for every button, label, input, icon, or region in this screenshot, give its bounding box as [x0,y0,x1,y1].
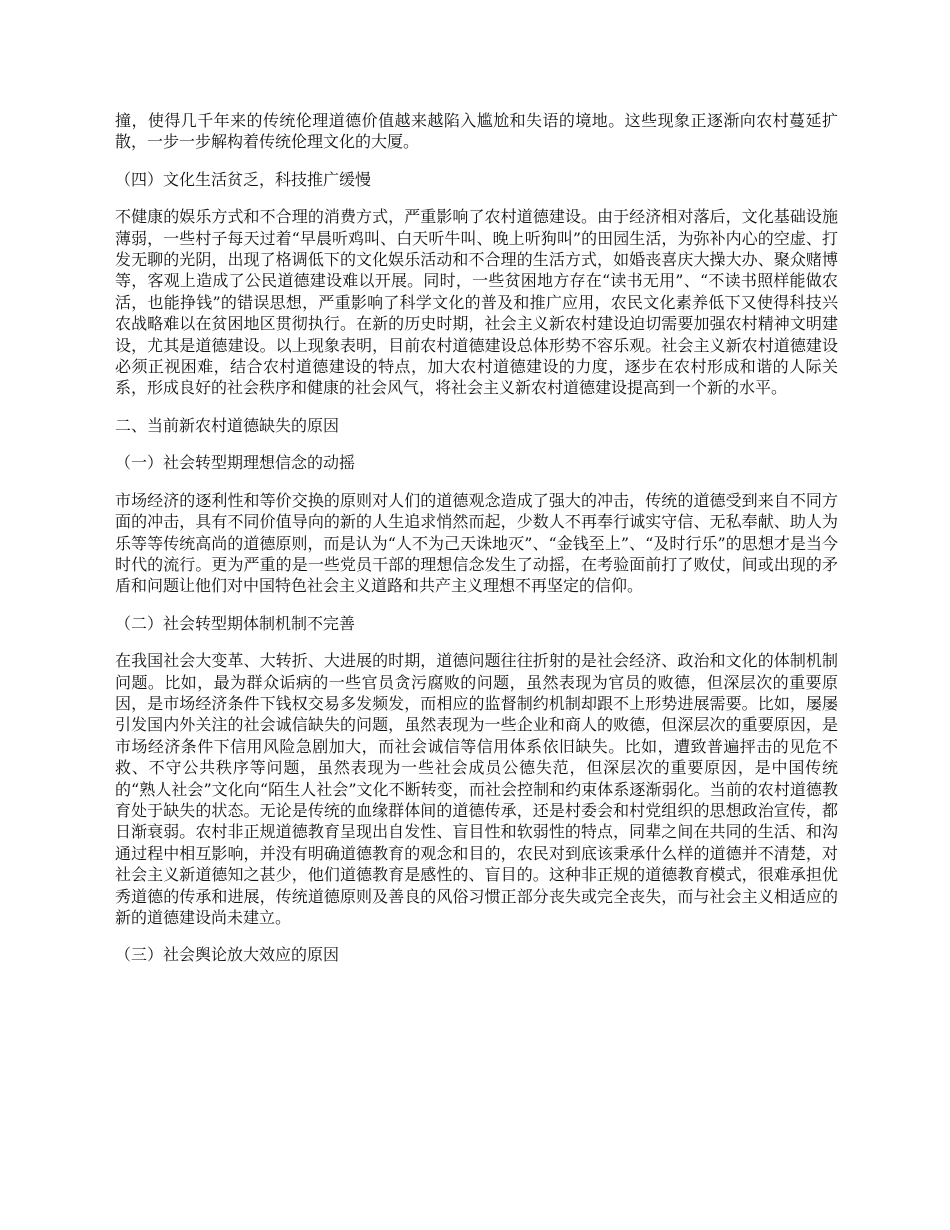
document-page [115,110,838,982]
section-heading: （四）文化生活贫乏，科技推广缓慢 [115,169,372,189]
body-paragraph: 市场经济的逐利性和等价交换的原则对人们的道德观念造成了强大的冲击，传统的道德受到来自不同方面的冲击，具有不同价值导向的新的人生追求悄然而起，少数人不再奉行诚实守信、无私奉献、助人为乐等等传统高尚的道德原则，而是认为“人不为己天诛地灭”、“金钱至上”、“及时行乐”的思想才是当今时代的流行。更为严重的是一些党员干部的理想信念发生了动摇，在考验面前打了败仗，间或出现的矛盾和问题让他们对中国特色社会主义道路和共产主义理想不再坚定的信仰。 [115,490,838,596]
body-paragraph: 在我国社会大变革、大转折、大进展的时期，道德问题往往折射的是社会经济、政治和文化的体制机制问题。比如，最为群众诟病的一些官员贪污腐败的问题，虽然表现为官员的败德，但深层次的重要原因，是市场经济条件下钱权交易多发频发，而相应的监督制约机制却跟不上形势进展需要。比如，屡屡引发国内外关注的社会诚信缺失的问题，虽然表现为一些企业和商人的败德，但深层次的重要原因，是市场经济条件下信用风险急剧加大，而社会诚信等信用体系依旧缺失。比如，遭致普遍抨击的见危不救、不守公共秩序等问题，虽然表现为一些社会成员公德失范，但深层次的重要原因，是中国传统的“熟人社会”文化向“陌生人社会”文化不断转变，而社会控制和约束体系逐渐弱化。当前的农村道德教育处于缺失的状态。无论是传统的血缘群体间的道德传承，还是村委会和村党组织的思想政治宣传，都日渐衰弱。农村非正规道德教育呈现出自发性、盲目性和软弱性的特点，同辈之间在共同的生活、和沟通过程中相互影响，并没有明确道德教育的观念和目的，农民对到底该秉承什么样的道德并不清楚，对社会主义新道德知之甚少，他们道德教育是感性的、盲目的。这种非正规的道德教育模式，很难承担优秀道德的传承和进展，传统道德原则及善良的风俗习惯正部分丧失或完全丧失，而与社会主义相适应的新的道德建设尚未建立。 [115,651,838,927]
body-paragraph: 撞，使得几千年来的传统伦理道德价值越来越陷入尴尬和失语的境地。这些现象正逐渐向农村蔓延扩散，一步一步解构着传统伦理文化的大厦。 [115,111,838,152]
body-paragraph: 不健康的娱乐方式和不合理的消费方式，严重影响了农村道德建设。由于经济相对落后，文化基础设施薄弱，一些村子每天过着“早晨听鸡叫、白天听牛叫、晚上听狗叫”的田园生活，为弥补内心的空虚、打发无聊的光阴，出现了格调低下的文化娱乐活动和不合理的生活方式，如婚丧喜庆大操大办、聚众赌博等，客观上造成了公民道德建设难以开展。同时，一些贫困地方存在“读书无用”、“不读书照样能做农活，也能挣钱”的错误思想，严重影响了科学文化的普及和推广应用，农民文化素养低下又使得科技兴农战略难以在贫困地区贯彻执行。在新的历史时期，社会主义新农村建设迫切需要加强农村精神文明建设，尤其是道德建设。以上现象表明，目前农村道德建设总体形势不容乐观。社会主义新农村道德建设必须正视困难，结合农村道德建设的特点，加大农村道德建设的力度，逐步在农村形成和谐的人际关系，形成良好的社会秩序和健康的社会风气，将社会主义新农村道德建设提高到一个新的水平。 [115,207,838,398]
section-heading: （二）社会转型期体制机制不完善 [115,613,356,633]
section-heading: （三）社会舆论放大效应的原因 [115,945,340,965]
chapter-heading: 二、当前新农村道德缺失的原因 [115,415,340,435]
section-heading: （一）社会转型期理想信念的动摇 [115,453,356,473]
